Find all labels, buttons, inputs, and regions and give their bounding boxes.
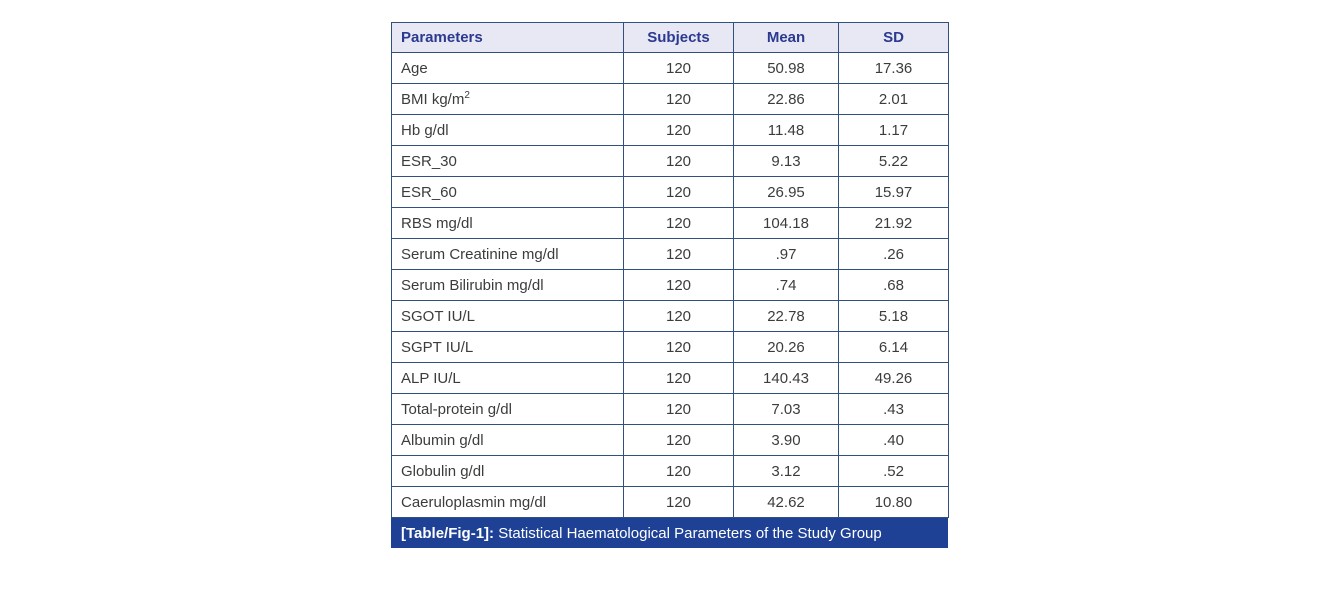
table-row bbox=[392, 363, 949, 394]
col-header-parameters: Parameters bbox=[392, 23, 624, 53]
mean-cell: 22.86 bbox=[734, 84, 839, 115]
table-row bbox=[392, 332, 949, 363]
parameter-cell: ESR_30 bbox=[392, 146, 624, 177]
stats-table bbox=[391, 22, 949, 518]
parameter-cell: ALP IU/L bbox=[392, 363, 624, 394]
subjects-cell: 120 bbox=[624, 84, 734, 115]
subjects-cell: 120 bbox=[624, 146, 734, 177]
parameter-cell: Serum Bilirubin mg/dl bbox=[392, 270, 624, 301]
table-row bbox=[392, 394, 949, 425]
subjects-cell: 120 bbox=[624, 177, 734, 208]
sd-cell: 5.22 bbox=[839, 146, 949, 177]
mean-cell: 140.43 bbox=[734, 363, 839, 394]
subjects-cell: 120 bbox=[624, 53, 734, 84]
subjects-cell: 120 bbox=[624, 208, 734, 239]
parameter-cell: Serum Creatinine mg/dl bbox=[392, 239, 624, 270]
sd-cell: 5.18 bbox=[839, 301, 949, 332]
table-row bbox=[392, 301, 949, 332]
sd-cell: .68 bbox=[839, 270, 949, 301]
table-row bbox=[392, 115, 949, 146]
header-row bbox=[392, 23, 949, 53]
sd-cell: .26 bbox=[839, 239, 949, 270]
table-row bbox=[392, 239, 949, 270]
subjects-cell: 120 bbox=[624, 332, 734, 363]
subjects-cell: 120 bbox=[624, 270, 734, 301]
subjects-cell: 120 bbox=[624, 425, 734, 456]
mean-cell: 3.90 bbox=[734, 425, 839, 456]
mean-cell: 9.13 bbox=[734, 146, 839, 177]
mean-cell: 42.62 bbox=[734, 487, 839, 518]
parameter-cell: SGOT IU/L bbox=[392, 301, 624, 332]
sd-cell: 15.97 bbox=[839, 177, 949, 208]
table-row bbox=[392, 456, 949, 487]
subjects-cell: 120 bbox=[624, 456, 734, 487]
col-header-sd: SD bbox=[839, 23, 949, 53]
sd-cell: 2.01 bbox=[839, 84, 949, 115]
mean-cell: 104.18 bbox=[734, 208, 839, 239]
col-header-subjects: Subjects bbox=[624, 23, 734, 53]
table-row bbox=[392, 53, 949, 84]
sd-cell: 1.17 bbox=[839, 115, 949, 146]
parameter-cell: BMI $kg/m^2$ bbox=[392, 84, 624, 115]
parameter-cell: RBS mg/dl bbox=[392, 208, 624, 239]
table-row bbox=[392, 177, 949, 208]
sd-cell: 17.36 bbox=[839, 53, 949, 84]
parameter-cell: Age bbox=[392, 53, 624, 84]
table-row bbox=[392, 270, 949, 301]
parameter-cell: Hb g/dl bbox=[392, 115, 624, 146]
sd-cell: .40 bbox=[839, 425, 949, 456]
mean-cell: .97 bbox=[734, 239, 839, 270]
table-row bbox=[392, 84, 949, 115]
table-figure bbox=[391, 22, 948, 548]
sd-cell: 21.92 bbox=[839, 208, 949, 239]
subjects-cell: 120 bbox=[624, 239, 734, 270]
subjects-cell: 120 bbox=[624, 301, 734, 332]
mean-cell: 26.95 bbox=[734, 177, 839, 208]
mean-cell: 11.48 bbox=[734, 115, 839, 146]
subjects-cell: 120 bbox=[624, 394, 734, 425]
subjects-cell: 120 bbox=[624, 363, 734, 394]
mean-cell: 3.12 bbox=[734, 456, 839, 487]
col-header-mean: Mean bbox=[734, 23, 839, 53]
parameter-cell: Albumin g/dl bbox=[392, 425, 624, 456]
sd-cell: .43 bbox=[839, 394, 949, 425]
subjects-cell: 120 bbox=[624, 115, 734, 146]
mean-cell: 22.78 bbox=[734, 301, 839, 332]
parameter-cell: Globulin g/dl bbox=[392, 456, 624, 487]
parameter-cell: SGPT IU/L bbox=[392, 332, 624, 363]
sd-cell: 10.80 bbox=[839, 487, 949, 518]
caption-text: Statistical Haematological Parameters of the Study Group bbox=[494, 525, 882, 542]
sd-cell: 6.14 bbox=[839, 332, 949, 363]
sd-cell: .52 bbox=[839, 456, 949, 487]
caption-label: [Table/Fig-1]: bbox=[401, 525, 495, 542]
mean-cell: 20.26 bbox=[734, 332, 839, 363]
table-row bbox=[392, 425, 949, 456]
mean-cell: 50.98 bbox=[734, 53, 839, 84]
superscript: 2 bbox=[464, 90, 470, 101]
sd-cell: 49.26 bbox=[839, 363, 949, 394]
table-row bbox=[392, 487, 949, 518]
table-row bbox=[392, 208, 949, 239]
subjects-cell: 120 bbox=[624, 487, 734, 518]
mean-cell: 7.03 bbox=[734, 394, 839, 425]
table-row bbox=[392, 146, 949, 177]
parameter-cell: Total-protein g/dl bbox=[392, 394, 624, 425]
mean-cell: .74 bbox=[734, 270, 839, 301]
table-caption bbox=[391, 518, 948, 548]
parameter-cell: Caeruloplasmin mg/dl bbox=[392, 487, 624, 518]
parameter-cell: ESR_60 bbox=[392, 177, 624, 208]
